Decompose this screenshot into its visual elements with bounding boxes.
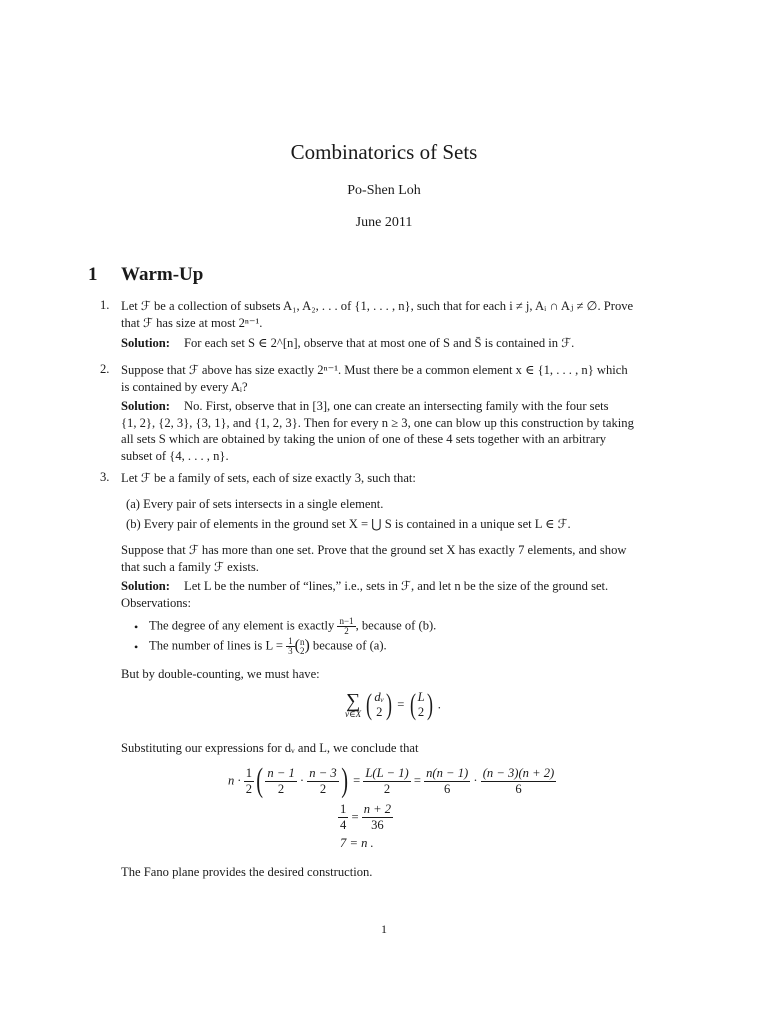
problem-1-solution [121,335,661,352]
fraction [286,637,295,656]
problem-2-statement [121,362,661,395]
numerator: n−1 [339,616,354,626]
fraction [337,617,355,636]
fano-text: The Fano plane provides the desired construction. [121,865,373,879]
solution-line: subset of {4, . . . , n}. [121,448,229,463]
problem-3-condition-a [126,496,656,513]
fraction [307,766,338,797]
solution-line: No. First, observe that in [3], one can create an intersecting family with the four sets [184,399,609,413]
bullet-text: , because of (b). [355,618,437,633]
solution-label: Solution: [121,399,170,413]
bullet-marker: • [134,620,139,634]
fraction [265,766,296,797]
problem-3-suppose [121,542,661,575]
problem-3-condition-b [126,516,656,533]
binom-top: L [417,690,425,704]
denominator: 6 [444,781,451,796]
paper-date: June 2011 [355,215,413,230]
problem-3-statement [121,470,661,487]
binomial-right: ( L 2 ) [409,688,433,721]
binom-bottom: 2 [376,705,383,719]
equation-line-3: 7 = n . [340,836,374,850]
paper-author: Po-Shen Loh [347,183,421,198]
solution-label: Solution: [121,579,170,593]
section-heading [88,264,203,286]
binomial-left: ( dᵥ 2 ) [366,688,393,721]
equation-line-1: n · $\frac{1}{2}$ ( $\frac{n - 1}{2}$ · $\frac{n - 3}{2}$ ) = $\frac{L(L - 1)}{2}$ = $\frac{n(n - 1)}{6}$ · $\frac{(n - 3)(n + 2)}{6}$ [228,762,555,799]
numerator: n + 2 [363,802,392,816]
numerator: 1 [288,636,293,646]
binomial: ( n 2 ) [294,636,310,656]
suppose-line: Suppose that ℱ has more than one set. Prove that the ground set X has exactly 7 elements, and show [121,543,627,557]
solution-line: Observations: [121,595,191,610]
condition-label: (b) [126,517,141,531]
section-number: 1 [88,264,98,285]
denominator: 6 [515,781,522,796]
solution-line: For each set S ∈ 2^[n], observe that at most one of S and S̄ is contained in ℱ. [184,336,575,350]
bullet-text: because of (a). [312,638,387,653]
problem-3-label: 3. [100,470,110,484]
sum-symbol: ∑ [345,689,361,712]
fraction [481,766,557,797]
binom-top: n [299,636,305,647]
denominator: 2 [245,781,253,796]
fraction [424,766,470,797]
denominator: 2 [277,781,285,796]
bullet-text: The number of lines is L = [149,638,283,653]
double-count-equation: ∑ v∈X ( dᵥ 2 ) = ( L 2 ) . [345,688,441,721]
eq-term: n · [228,773,241,788]
solution-line: Let L be the number of “lines,” i.e., sets in ℱ, and let n be the size of the ground set. [184,579,609,593]
fraction [362,802,393,833]
bullet-marker: • [134,640,139,654]
problem-3-solution [121,578,661,611]
numerator: 1 [245,765,253,780]
solution-label: Solution: [121,336,170,350]
fraction [363,766,410,797]
denominator: 2 [344,626,349,636]
double-count-text: But by double-counting, we must have: [121,667,320,681]
bullet-lines [149,637,649,656]
paper-title: Combinatorics of Sets [290,140,478,164]
page-number: 1 [381,922,387,936]
equation-line-2: $\frac{1}{4}$ = $\frac{n + 2}{36}$ [340,802,392,832]
section-title: Warm-Up [121,264,204,285]
statement-line: Let ℱ be a collection of subsets A₁, A₂, . . . of {1, . . . , n}, such that for each i ≠ j, Aᵢ ∩ Aⱼ ≠ ∅. Prove [121,299,634,313]
solution-line: all sets S which are obtained by taking the union of one of these 4 sets together with an arbitrary [121,432,607,446]
numerator: L(L − 1) [365,765,409,780]
numerator: n − 1 [267,765,295,780]
binom-top: dᵥ [374,690,385,704]
condition-text: Every pair of sets intersects in a single element. [143,497,384,511]
binom-bottom: 2 [299,645,305,656]
problem-1-statement [121,298,661,331]
numerator: 1 [340,802,347,816]
numerator: n − 3 [309,765,337,780]
condition-label: (a) [126,497,140,511]
fraction [338,802,348,833]
denominator: 2 [319,781,327,796]
numerator: (n − 3)(n + 2) [482,765,555,780]
bullet-degree [149,617,649,636]
numerator: n(n − 1) [426,765,469,780]
solution-line: {1, 2}, {2, 3}, {3, 1}, and {1, 2, 3}. Then for every n ≥ 3, one can blow up this construction by taking [121,415,634,430]
statement-line: Suppose that ℱ above has size exactly 2ⁿ⁻¹. Must there be a common element x ∈ {1, . . . , n} which [121,363,628,377]
condition-text: Every pair of elements in the ground set X = ⋃ S is contained in a unique set L ∈ ℱ. [143,517,571,531]
statement-line: Let ℱ be a family of sets, each of size exactly 3, such that: [121,471,416,485]
sum-index: v∈X [345,708,362,719]
suppose-line: that such a family ℱ exists. [121,559,259,574]
problem-2-solution [121,398,661,464]
denominator: 36 [371,818,384,832]
problem-2-label: 2. [100,362,110,376]
bullet-text: The degree of any element is exactly [149,618,335,633]
problem-1-label: 1. [100,298,110,312]
denominator: 4 [340,818,347,832]
binom-bottom: 2 [417,705,425,719]
denominator: 3 [288,646,293,656]
denominator: 2 [383,781,391,796]
substituting-text: Substituting our expressions for dᵥ and L, we conclude that [121,741,419,755]
fraction [244,766,254,797]
statement-line: is contained by every Aᵢ? [121,379,248,394]
statement-line: that ℱ has size at most 2ⁿ⁻¹. [121,315,263,330]
